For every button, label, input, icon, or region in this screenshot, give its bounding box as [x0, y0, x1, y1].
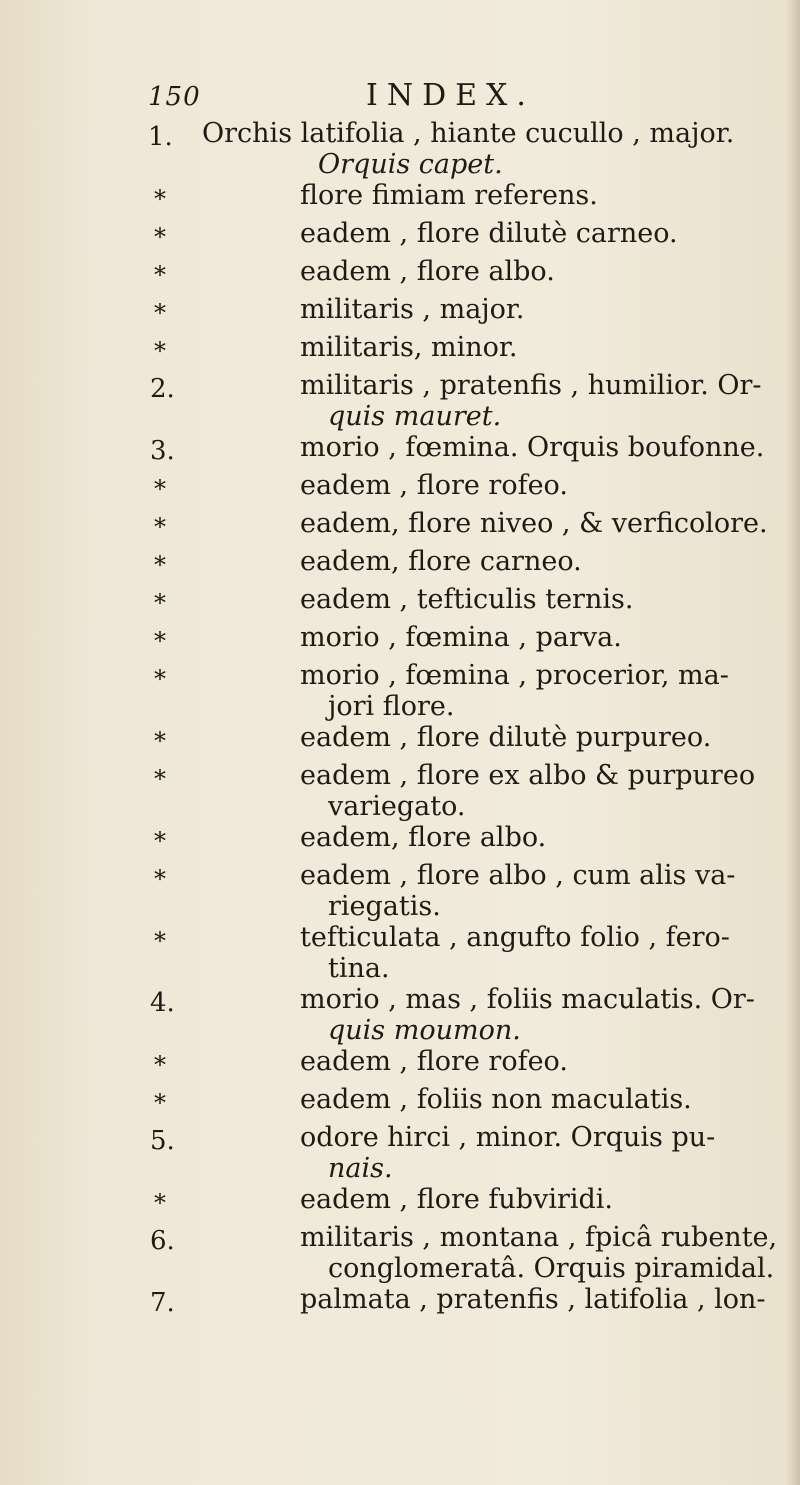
- entry-text-continuation: conglomeratâ. Orquis piramidal.: [328, 1253, 775, 1284]
- index-entry: [0, 622, 800, 660]
- index-entry: [0, 118, 800, 180]
- entry-text-continuation: quis moumon.: [328, 1015, 521, 1046]
- entry-text: morio , fœmina , procerior, ma-: [300, 660, 729, 691]
- index-entry: [0, 984, 800, 1046]
- entry-text: eadem , tefticulis ternis.: [300, 584, 634, 615]
- asterisk-marker: *: [154, 551, 166, 579]
- entry-text: flore fimiam referens.: [300, 180, 598, 211]
- entry-text: eadem , flore albo.: [300, 256, 555, 287]
- asterisk-marker: *: [154, 1051, 166, 1079]
- entry-text: eadem , foliis non maculatis.: [300, 1084, 692, 1115]
- index-entry: [0, 546, 800, 584]
- entry-text: eadem , flore dilutè purpureo.: [300, 722, 712, 753]
- asterisk-marker: *: [154, 1089, 166, 1117]
- entry-text: eadem , flore fubviridi.: [300, 1184, 614, 1215]
- entry-text: eadem , flore rofeo.: [300, 470, 568, 501]
- entry-text: eadem , flore ex albo & purpureo: [300, 760, 756, 791]
- index-entry: [0, 508, 800, 546]
- entry-text: militaris , montana , fpicâ rubente,: [300, 1222, 778, 1253]
- index-entry: [0, 760, 800, 822]
- entry-number: 7.: [150, 1288, 175, 1318]
- entry-number: 2.: [150, 374, 175, 404]
- index-entry: [0, 370, 800, 432]
- index-entries: [0, 118, 800, 1322]
- index-entry: [0, 470, 800, 508]
- entry-text-continuation: Orquis capet.: [318, 149, 503, 180]
- entry-text: eadem, flore albo.: [300, 822, 547, 853]
- entry-text: odore hirci , minor. Orquis pu-: [300, 1122, 716, 1153]
- asterisk-marker: *: [154, 513, 166, 541]
- index-entry: [0, 294, 800, 332]
- entry-number: 3.: [150, 436, 175, 466]
- asterisk-marker: *: [154, 765, 166, 793]
- entry-text-continuation: quis mauret.: [328, 401, 502, 432]
- entry-text: eadem , flore dilutè carneo.: [300, 218, 678, 249]
- asterisk-marker: *: [154, 589, 166, 617]
- entry-text: eadem, flore carneo.: [300, 546, 582, 577]
- entry-text-continuation: jori flore.: [328, 691, 455, 722]
- entry-text: morio , fœmina , parva.: [300, 622, 622, 653]
- asterisk-marker: *: [154, 1189, 166, 1217]
- index-entry: [0, 660, 800, 722]
- entry-number: 5.: [150, 1126, 175, 1156]
- index-entry: [0, 1084, 800, 1122]
- page-header: [0, 78, 800, 118]
- index-entry: [0, 218, 800, 256]
- asterisk-marker: *: [154, 223, 166, 251]
- entry-text-continuation: tina.: [328, 953, 390, 984]
- entry-text: militaris , major.: [300, 294, 525, 325]
- asterisk-marker: *: [154, 627, 166, 655]
- asterisk-marker: *: [154, 261, 166, 289]
- entry-text: militaris, minor.: [300, 332, 518, 363]
- entry-text: tefticulata , angufto folio , fero-: [300, 922, 730, 953]
- page-number: 150: [148, 82, 201, 112]
- index-entry: [0, 332, 800, 370]
- asterisk-marker: *: [154, 865, 166, 893]
- index-entry: [0, 1122, 800, 1184]
- index-entry: [0, 1284, 800, 1322]
- asterisk-marker: *: [154, 827, 166, 855]
- asterisk-marker: *: [154, 927, 166, 955]
- entry-text: eadem, flore niveo , & verficolore.: [300, 508, 768, 539]
- index-entry: [0, 584, 800, 622]
- entry-text: eadem , flore albo , cum alis va-: [300, 860, 736, 891]
- entry-number: 4.: [150, 988, 175, 1018]
- entry-text-continuation: variegato.: [328, 791, 466, 822]
- index-entry: [0, 1222, 800, 1284]
- index-entry: [0, 1046, 800, 1084]
- asterisk-marker: *: [154, 337, 166, 365]
- asterisk-marker: *: [154, 727, 166, 755]
- entry-text: palmata , pratenfis , latifolia , lon-: [300, 1284, 766, 1315]
- entry-text: morio , mas , foliis maculatis. Or-: [300, 984, 755, 1015]
- index-entry: [0, 180, 800, 218]
- asterisk-marker: *: [154, 299, 166, 327]
- entry-text: eadem , flore rofeo.: [300, 1046, 568, 1077]
- index-entry: [0, 1184, 800, 1222]
- index-entry: [0, 432, 800, 470]
- index-entry: [0, 860, 800, 922]
- entry-text: militaris , pratenfis , humilior. Or-: [300, 370, 762, 401]
- asterisk-marker: *: [154, 475, 166, 503]
- entry-number: 6.: [150, 1226, 175, 1256]
- index-entry: [0, 256, 800, 294]
- running-title: INDEX.: [366, 78, 535, 113]
- entry-text: Orchis latifolia , hiante cucullo , major.: [202, 118, 735, 149]
- entry-number: 1.: [148, 122, 173, 152]
- index-entry: [0, 922, 800, 984]
- entry-text: morio , fœmina. Orquis boufonne.: [300, 432, 765, 463]
- entry-text-continuation: nais.: [328, 1153, 393, 1184]
- entry-text-continuation: riegatis.: [328, 891, 441, 922]
- index-entry: [0, 822, 800, 860]
- asterisk-marker: *: [154, 185, 166, 213]
- index-entry: [0, 722, 800, 760]
- asterisk-marker: *: [154, 665, 166, 693]
